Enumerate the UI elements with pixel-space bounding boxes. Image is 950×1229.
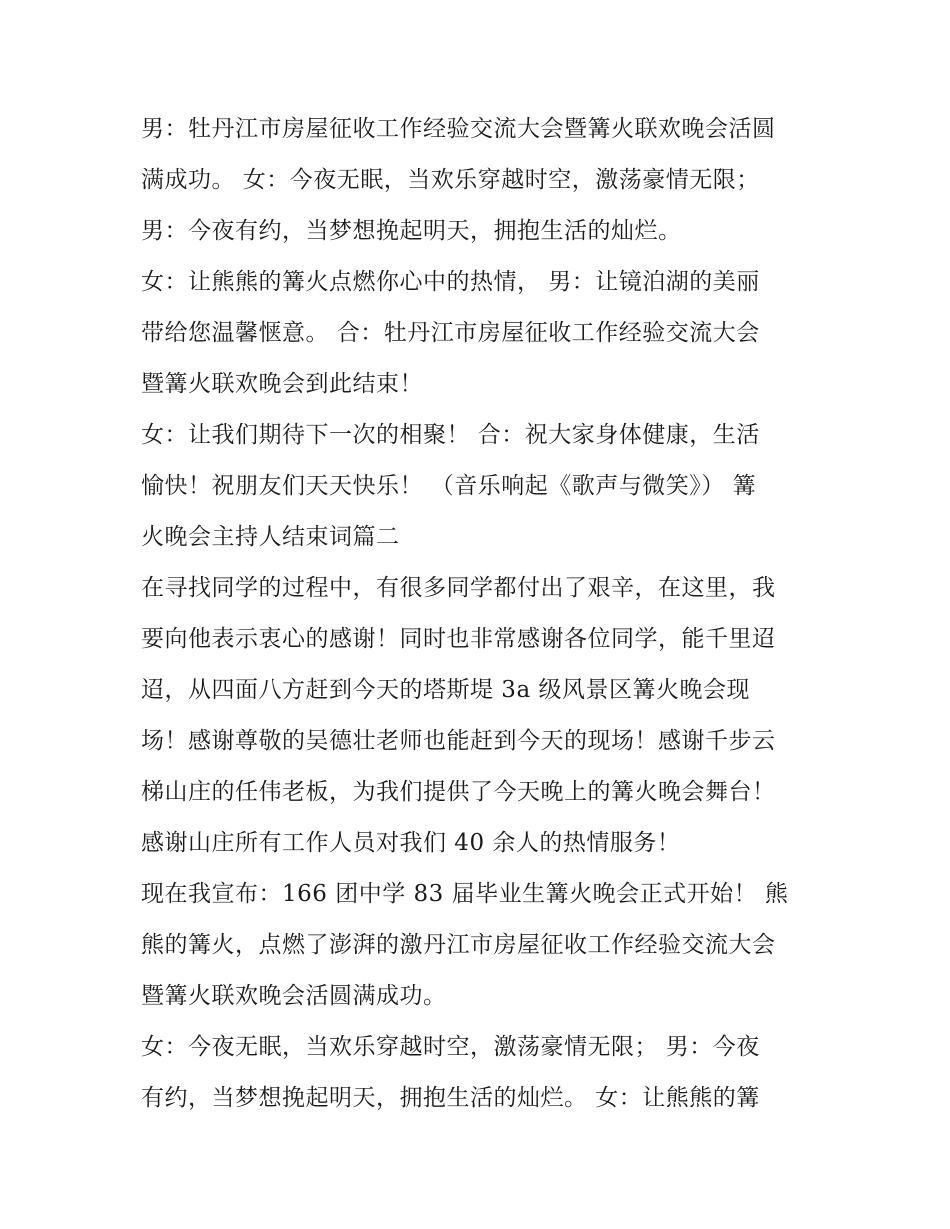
text-line-13: 场！感谢尊敬的吴德壮老师也能赶到今天的现场！感谢千步云: [141, 728, 776, 754]
text-line-7: 女：让我们期待下一次的相聚！ 合：祝大家身体健康，生活: [141, 422, 760, 448]
text-line-8: 愉快！祝朋友们天天快乐！ （音乐响起《歌声与微笑》） 篝: [141, 473, 757, 499]
text-line-9: 火晚会主持人结束词篇二: [141, 524, 400, 550]
text-line-6: 暨篝火联欢晚会到此结束！: [141, 371, 423, 397]
text-line-16: 现在我宣布：166 团中学 83 届毕业生篝火晚会正式开始！ 熊: [141, 881, 789, 907]
text-line-10: 在寻找同学的过程中，有很多同学都付出了艰辛，在这里，我: [141, 575, 776, 601]
text-line-20: 有约，当梦想挽起明天，拥抱生活的灿烂。 女：让熊熊的篝: [141, 1085, 760, 1111]
text-line-11: 要向他表示衷心的感谢！同时也非常感谢各位同学，能千里迢: [141, 626, 776, 652]
text-line-1: 男：牡丹江市房屋征收工作经验交流大会暨篝火联欢晚会活圆: [141, 116, 776, 142]
text-line-4: 女：让熊熊的篝火点燃你心中的热情， 男：让镜泊湖的美丽: [141, 269, 760, 295]
text-line-19: 女：今夜无眠，当欢乐穿越时空，激荡豪情无限； 男：今夜: [141, 1034, 760, 1060]
text-line-12: 迢，从四面八方赶到今天的塔斯堤 3a 级风景区篝火晚会现: [141, 677, 750, 703]
text-line-15: 感谢山庄所有工作人员对我们 40 余人的热情服务！: [141, 830, 681, 856]
text-line-18: 暨篝火联欢晚会活圆满成功。: [141, 983, 447, 1009]
text-line-3: 男：今夜有约，当梦想挽起明天，拥抱生活的灿烂。: [141, 218, 682, 244]
text-line-5: 带给您温馨惬意。 合：牡丹江市房屋征收工作经验交流大会: [141, 320, 760, 346]
text-line-14: 梯山庄的任伟老板，为我们提供了今天晚上的篝火晚会舞台！: [141, 779, 776, 805]
text-line-2: 满成功。 女：今夜无眠，当欢乐穿越时空，激荡豪情无限；: [141, 167, 760, 193]
text-line-17: 熊的篝火，点燃了澎湃的激丹江市房屋征收工作经验交流大会: [141, 932, 776, 958]
